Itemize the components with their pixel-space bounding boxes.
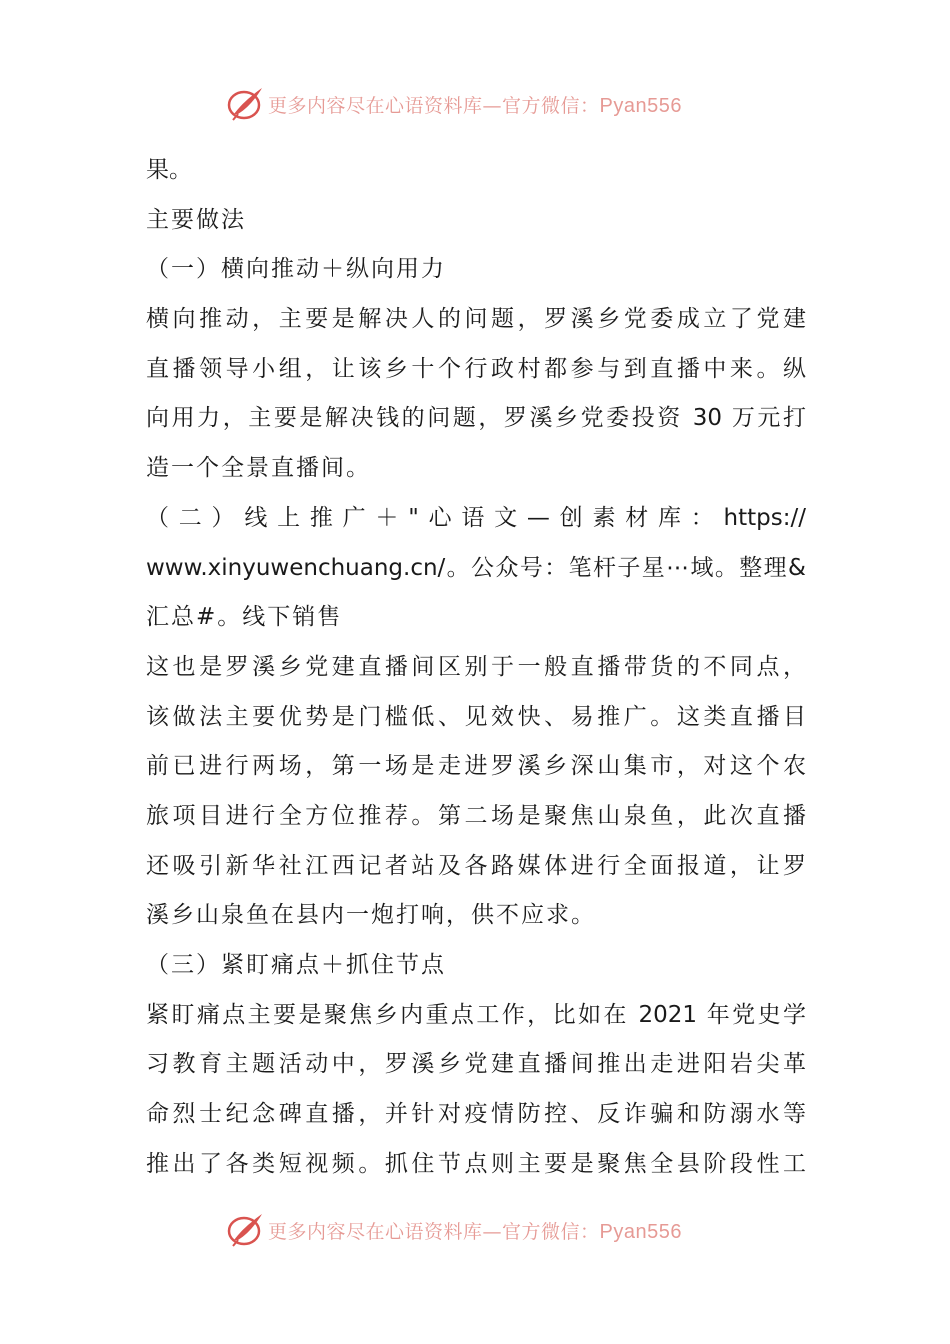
body-line: 旅项目进行全方位推荐。第二场是聚焦山泉鱼，此次直播	[146, 802, 806, 829]
footer-banner	[226, 1208, 746, 1252]
body-line: 前已进行两场，第一场是走进罗溪乡深山集市，对这个农	[146, 753, 806, 780]
subsection-heading: （三）紧盯痛点＋抓住节点	[146, 952, 446, 978]
body-line: 溪乡山泉鱼在县内一炮打响，供不应求。	[146, 902, 596, 929]
subsection-heading: （二）线上推广＋"心语文—创素材库：https://	[146, 504, 806, 531]
body-line: 还吸引新华社江西记者站及各路媒体进行全面报道，让罗	[146, 852, 806, 879]
body-line: 推出了各类短视频。抓住节点则主要是聚焦全县阶段性工	[146, 1150, 806, 1177]
body-line: 该做法主要优势是门槛低、见效快、易推广。这类直播目	[146, 703, 806, 730]
body-line: 横向推动，主要是解决人的问题，罗溪乡党委成立了党建	[146, 306, 806, 333]
body-line: 造一个全景直播间。	[146, 455, 371, 482]
body-line: 果。	[146, 157, 192, 183]
header-banner	[226, 82, 746, 126]
body-line: 命烈士纪念碑直播，并针对疫情防控、反诈骗和防溺水等	[146, 1101, 806, 1128]
footer-banner-text: 更多内容尽在心语资料库—官方微信：Pyan556	[268, 1220, 682, 1243]
section-heading: 主要做法	[146, 206, 246, 233]
body-text	[146, 146, 806, 1189]
subsection-heading: （一）横向推动＋纵向用力	[146, 256, 446, 283]
header-banner-text: 更多内容尽在心语资料库—官方微信：Pyan556	[268, 94, 682, 117]
body-line: 习教育主题活动中，罗溪乡党建直播间推出走进阳岩尖革	[146, 1051, 806, 1078]
body-line: 向用力，主要是解决钱的问题，罗溪乡党委投资 30 万元打	[146, 405, 806, 432]
body-line: 直播领导小组，让该乡十个行政村都参与到直播中来。纵	[146, 355, 806, 382]
body-line: 汇总#。线下销售	[146, 604, 343, 631]
body-line: 这也是罗溪乡党建直播间区别于一般直播带货的不同点，	[146, 653, 806, 680]
quill-logo-icon	[226, 84, 266, 124]
quill-logo-icon	[226, 1210, 266, 1250]
body-line: www.xinyuwenchuang.cn/。公众号：笔杆子星⋯域。整理&	[146, 554, 806, 581]
body-line: 紧盯痛点主要是聚焦乡内重点工作，比如在 2021 年党史学	[146, 1001, 806, 1028]
